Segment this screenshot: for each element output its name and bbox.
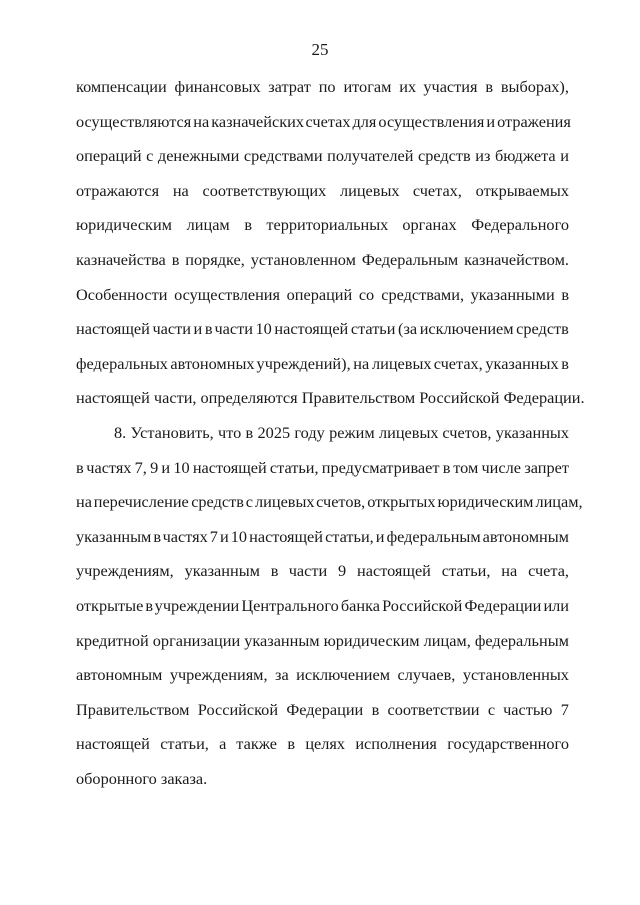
text-line: оборонного заказа. bbox=[76, 768, 208, 788]
text-line: на перечисление средств с лицевых счетов, открытых юридическим лицам, bbox=[76, 492, 583, 512]
text-line: операций с денежными средствами получателей средств из бюджета и bbox=[76, 146, 569, 166]
text-line: Особенности осуществления операций со средствами, указанными в bbox=[76, 284, 569, 304]
text-line: учреждениям, указанным в части 9 настоящей статьи, на счета, bbox=[76, 561, 569, 581]
text-line: отражаются на соответствующих лицевых счетах, открываемых bbox=[76, 180, 569, 200]
text-line: компенсации финансовых затрат по итогам их участия в выборах), bbox=[76, 77, 569, 96]
paragraph-continuation bbox=[76, 76, 585, 422]
text-line: настоящей части и в части 10 настоящей статьи (за исключением средств bbox=[76, 319, 569, 339]
text-line: осуществляются на казначейских счетах для осуществления и отражения bbox=[76, 111, 571, 131]
document-body bbox=[76, 76, 585, 802]
text-line: 8. Установить, что в 2025 году режим лицевых счетов, указанных bbox=[114, 422, 569, 442]
text-line: казначейства в порядке, установленном Федеральным казначейством. bbox=[76, 249, 569, 269]
text-line: открытые в учреждении Центрального банка Российской Федерации или bbox=[76, 595, 569, 615]
text-line: указанным в частях 7 и 10 настоящей статьи, и федеральным автономным bbox=[76, 526, 569, 546]
page-number: 25 bbox=[311, 40, 329, 59]
text-line: настоящей статьи, а также в целях исполнения государственного bbox=[76, 734, 569, 754]
text-line: кредитной организации указанным юридическим лицам, федеральным bbox=[76, 630, 569, 650]
text-line: в частях 7, 9 и 10 настоящей статьи, предусматривает в том числе запрет bbox=[76, 457, 569, 477]
text-line: федеральных автономных учреждений), на лицевых счетах, указанных в bbox=[76, 353, 569, 373]
text-line: юридическим лицам в территориальных органах Федерального bbox=[76, 215, 569, 235]
paragraph-item-8 bbox=[76, 422, 583, 803]
text-line: настоящей части, определяются Правительством Российской Федерации. bbox=[76, 388, 585, 408]
text-line: автономным учреждениям, за исключением случаев, установленных bbox=[76, 665, 569, 685]
text-line: Правительством Российской Федерации в соответствии с частью 7 bbox=[76, 699, 569, 719]
